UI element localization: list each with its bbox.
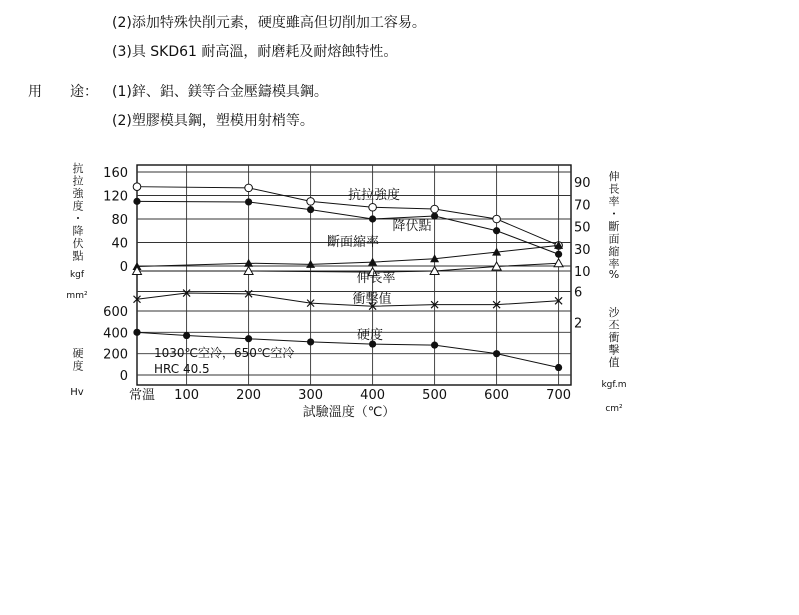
annotation-tensile: 抗拉強度 bbox=[347, 188, 401, 203]
x-tick-label: 400 bbox=[360, 388, 386, 403]
x-tick-label: 500 bbox=[422, 388, 448, 403]
y-axis-label-right-upper-char: 率 bbox=[608, 257, 620, 271]
series-衝擊值 bbox=[134, 290, 563, 310]
y-tick-label-right-upper: 50 bbox=[574, 220, 591, 236]
y-tick-label-left-lower: 400 bbox=[103, 326, 128, 342]
data-point bbox=[431, 205, 439, 213]
annotation-yield: 降伏點 bbox=[392, 219, 432, 234]
x-tick-label: 300 bbox=[298, 388, 324, 403]
usage-item-2: (2)塑膠模具鋼，塑模用射梢等。 bbox=[112, 113, 314, 129]
y-axis-label-left-upper bbox=[73, 161, 85, 263]
series-伸長率 bbox=[133, 259, 564, 276]
data-point bbox=[307, 206, 314, 213]
y-axis-label-left-upper-char: 降 bbox=[72, 224, 84, 238]
y-tick-label-left-upper: 160 bbox=[103, 166, 128, 181]
data-point bbox=[307, 198, 315, 206]
y-axis-label-left-upper-char: 點 bbox=[72, 249, 84, 263]
y-axis-label-right-mid bbox=[609, 305, 621, 369]
x-axis-label: 試驗溫度（℃） bbox=[302, 405, 396, 420]
data-point bbox=[493, 215, 501, 223]
y-tick-label-right-mid: 2 bbox=[574, 316, 583, 332]
y-axis-label-right-mid-char: 沙 bbox=[608, 306, 620, 319]
y-tick-label-right-upper: 10 bbox=[574, 265, 591, 280]
y-axis-label-right-upper-char: 伸 bbox=[608, 170, 620, 183]
annotation-heat-treatment: 1030℃空冷，650℃空冷 bbox=[154, 346, 295, 360]
y-tick-label-right-mid: 6 bbox=[574, 285, 583, 301]
y-axis-label-left-upper-char: 伏 bbox=[72, 237, 84, 250]
data-point bbox=[307, 338, 314, 345]
data-point bbox=[493, 227, 500, 234]
feature-item-3: (3)具 SKD61 耐高溫，耐磨耗及耐熔蝕特性。 bbox=[112, 44, 398, 60]
usage-label: 用 途： bbox=[28, 84, 98, 100]
data-point bbox=[133, 329, 140, 336]
y-axis-label-left-upper-char: 度 bbox=[72, 199, 84, 213]
data-point bbox=[183, 332, 190, 339]
y-axis-label-right-upper bbox=[609, 169, 620, 271]
data-point bbox=[554, 259, 563, 267]
y-axis-unit-right-upper: % bbox=[608, 268, 620, 281]
x-tick-label: 200 bbox=[236, 388, 262, 403]
annotation-reduction: 斷面縮率 bbox=[326, 235, 380, 250]
y-axis-label-right-upper-char: 長 bbox=[608, 182, 620, 196]
data-point bbox=[555, 251, 562, 258]
data-point bbox=[493, 350, 500, 357]
y-axis-label-left-lower-char: 度 bbox=[72, 359, 84, 373]
annotation-hardness: 硬度 bbox=[356, 328, 384, 343]
data-point bbox=[133, 183, 141, 191]
data-point bbox=[245, 198, 252, 205]
y-tick-label-right-upper: 30 bbox=[574, 242, 591, 258]
x-tick-label: 常溫 bbox=[128, 388, 156, 403]
feature-item-2: (2)添加特殊快削元素，硬度雖高但切削加工容易。 bbox=[112, 15, 426, 31]
y-tick-label-left-upper: 0 bbox=[119, 260, 128, 275]
y-tick-label-left-lower: 200 bbox=[103, 347, 128, 363]
y-tick-label-right-upper: 90 bbox=[574, 176, 591, 191]
y-axis-label-right-mid-char: 衝 bbox=[608, 331, 620, 344]
chart-series bbox=[133, 183, 564, 371]
y-axis-label-right-upper-char: 率 bbox=[608, 195, 620, 208]
annotation-impact: 衝擊值 bbox=[352, 292, 392, 307]
y-axis-label-right-upper-char: ・ bbox=[608, 207, 620, 221]
y-axis-label-left-upper-char: 拉 bbox=[72, 174, 84, 188]
y-axis-label-right-mid-char: 丕 bbox=[608, 318, 620, 332]
y-axis-label-right-mid-char: 值 bbox=[608, 356, 620, 369]
x-tick-label: 700 bbox=[546, 388, 572, 403]
y-axis-unit-right-mid: cm² bbox=[605, 404, 623, 414]
y-axis-label-right-mid-char: 擊 bbox=[608, 343, 620, 357]
annotation-hrc: HRC 40.5 bbox=[154, 362, 210, 376]
data-point bbox=[245, 184, 253, 192]
y-tick-label-left-lower: 0 bbox=[119, 369, 128, 384]
y-axis-label-left-lower bbox=[73, 347, 84, 373]
y-tick-label-left-upper: 80 bbox=[111, 213, 128, 228]
data-point bbox=[133, 198, 140, 205]
y-tick-label-right-upper: 70 bbox=[574, 198, 591, 214]
x-tick-label: 600 bbox=[484, 388, 510, 403]
y-axis-label-right-upper-char: 面 bbox=[608, 232, 620, 246]
usage-item-1: (1)鋅、鋁、鎂等合金壓鑄模具鋼。 bbox=[112, 84, 328, 100]
y-axis-unit-left-lower: Hv bbox=[70, 387, 84, 398]
y-tick-label-left-lower: 600 bbox=[103, 305, 128, 320]
y-axis-unit-left-upper: kgf bbox=[69, 270, 85, 280]
y-axis-label-left-lower-char: 硬 bbox=[72, 347, 84, 360]
data-point bbox=[245, 335, 252, 342]
data-point bbox=[555, 364, 562, 371]
y-axis-label-right-upper-char: 斷 bbox=[608, 220, 620, 233]
y-axis-label-left-upper-char: ・ bbox=[72, 212, 84, 225]
data-point bbox=[369, 215, 376, 222]
y-tick-label-left-upper: 120 bbox=[103, 189, 128, 205]
data-point bbox=[431, 212, 438, 219]
data-point bbox=[369, 203, 377, 211]
data-point bbox=[431, 342, 438, 349]
annotation-elongation: 伸長率 bbox=[356, 271, 396, 286]
y-axis-unit-right-mid: kgf.m bbox=[601, 380, 627, 390]
chart-labels bbox=[66, 161, 626, 420]
x-tick-label: 100 bbox=[174, 388, 200, 403]
y-axis-label-left-upper-char: 強 bbox=[72, 187, 84, 200]
y-tick-label-left-upper: 40 bbox=[111, 236, 128, 252]
y-axis-label-right-upper-char: 縮 bbox=[608, 245, 620, 258]
y-axis-unit-left-upper: mm² bbox=[66, 291, 88, 301]
y-axis-label-left-upper-char: 抗 bbox=[72, 162, 84, 175]
